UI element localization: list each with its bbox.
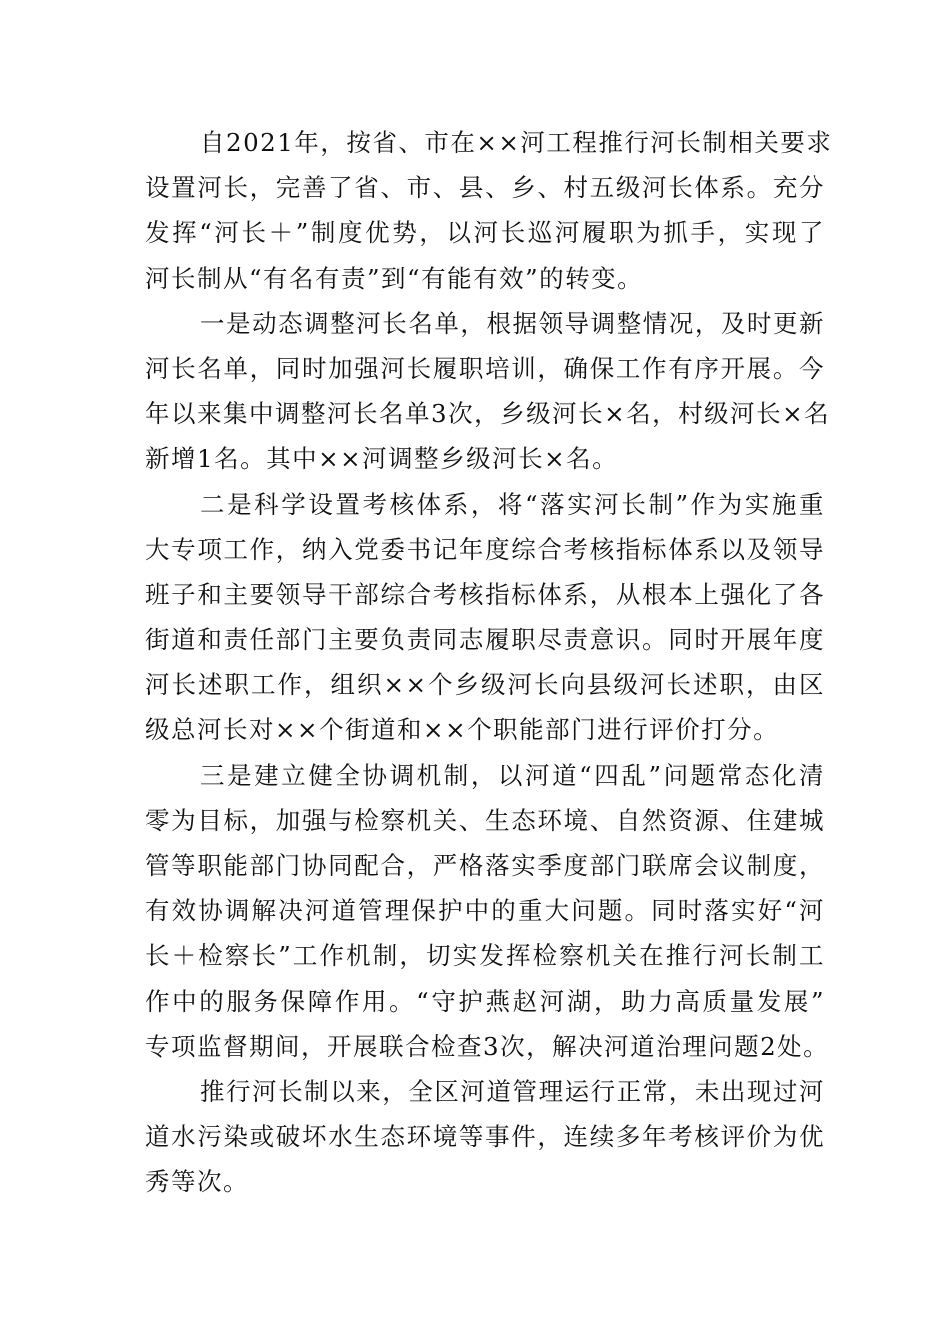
text-line: 级总河长对××个街道和××个职能部门进行评价打分。	[145, 715, 780, 745]
text-line: 三是建立健全协调机制，以河道“四乱”问题常态化清	[200, 760, 825, 790]
text-line: 推行河长制以来，全区河道管理运行正常，未出现过河	[200, 1076, 825, 1106]
text-line: 二是科学设置考核体系，将“落实河长制”作为实施重	[200, 489, 825, 519]
paragraph-point-three	[145, 753, 830, 1069]
text-line: 自2021年，按省、市在××河工程推行河长制相关要求	[200, 128, 833, 157]
text-line: 道水污染或破坏水生态环境等事件，连续多年考核评价为优	[145, 1122, 825, 1152]
text-line: 专项监督期间，开展联合检查3次，解决河道治理问题2处。	[145, 1031, 830, 1061]
text-line: 新增1名。其中××河调整乡级河长×名。	[145, 444, 619, 474]
text-line: 长＋检察长”工作机制，切实发挥检察机关在推行河长制工	[145, 941, 825, 971]
text-line: 大专项工作，纳入党委书记年度综合考核指标体系以及领导	[145, 534, 825, 564]
paragraph-point-two	[145, 482, 825, 753]
document-body	[145, 120, 833, 1205]
text-line: 河长述职工作，组织××个乡级河长向县级河长述职，由区	[145, 670, 825, 700]
text-line: 管等职能部门协同配合，严格落实季度部门联席会议制度，	[145, 851, 825, 880]
text-line: 作中的服务保障作用。“守护燕赵河湖，助力高质量发展”	[145, 986, 825, 1016]
text-line: 河长制从“有名有责”到“有能有效”的转变。	[145, 263, 644, 293]
paragraph-point-one	[145, 301, 831, 482]
paragraph-intro	[145, 120, 833, 301]
text-line: 班子和主要领导干部综合考核指标体系，从根本上强化了各	[145, 579, 825, 609]
text-line: 发挥“河长＋”制度优势，以河长巡河履职为抓手，实现了	[145, 218, 825, 248]
text-line: 设置河长，完善了省、市、县、乡、村五级河长体系。充分	[145, 173, 825, 203]
text-line: 有效协调解决河道管理保护中的重大问题。同时落实好“河	[145, 896, 825, 926]
text-line: 零为目标，加强与检察机关、生态环境、自然资源、住建城	[145, 805, 825, 835]
text-line: 秀等次。	[145, 1167, 249, 1197]
text-line: 街道和责任部门主要负责同志履职尽责意识。同时开展年度	[145, 625, 825, 655]
text-line: 年以来集中调整河长名单3次，乡级河长×名，村级河长×名	[145, 399, 831, 429]
paragraph-conclusion	[145, 1069, 825, 1205]
text-line: 河长名单，同时加强河长履职培训，确保工作有序开展。今	[145, 353, 825, 383]
text-line: 一是动态调整河长名单，根据领导调整情况，及时更新	[200, 308, 825, 338]
